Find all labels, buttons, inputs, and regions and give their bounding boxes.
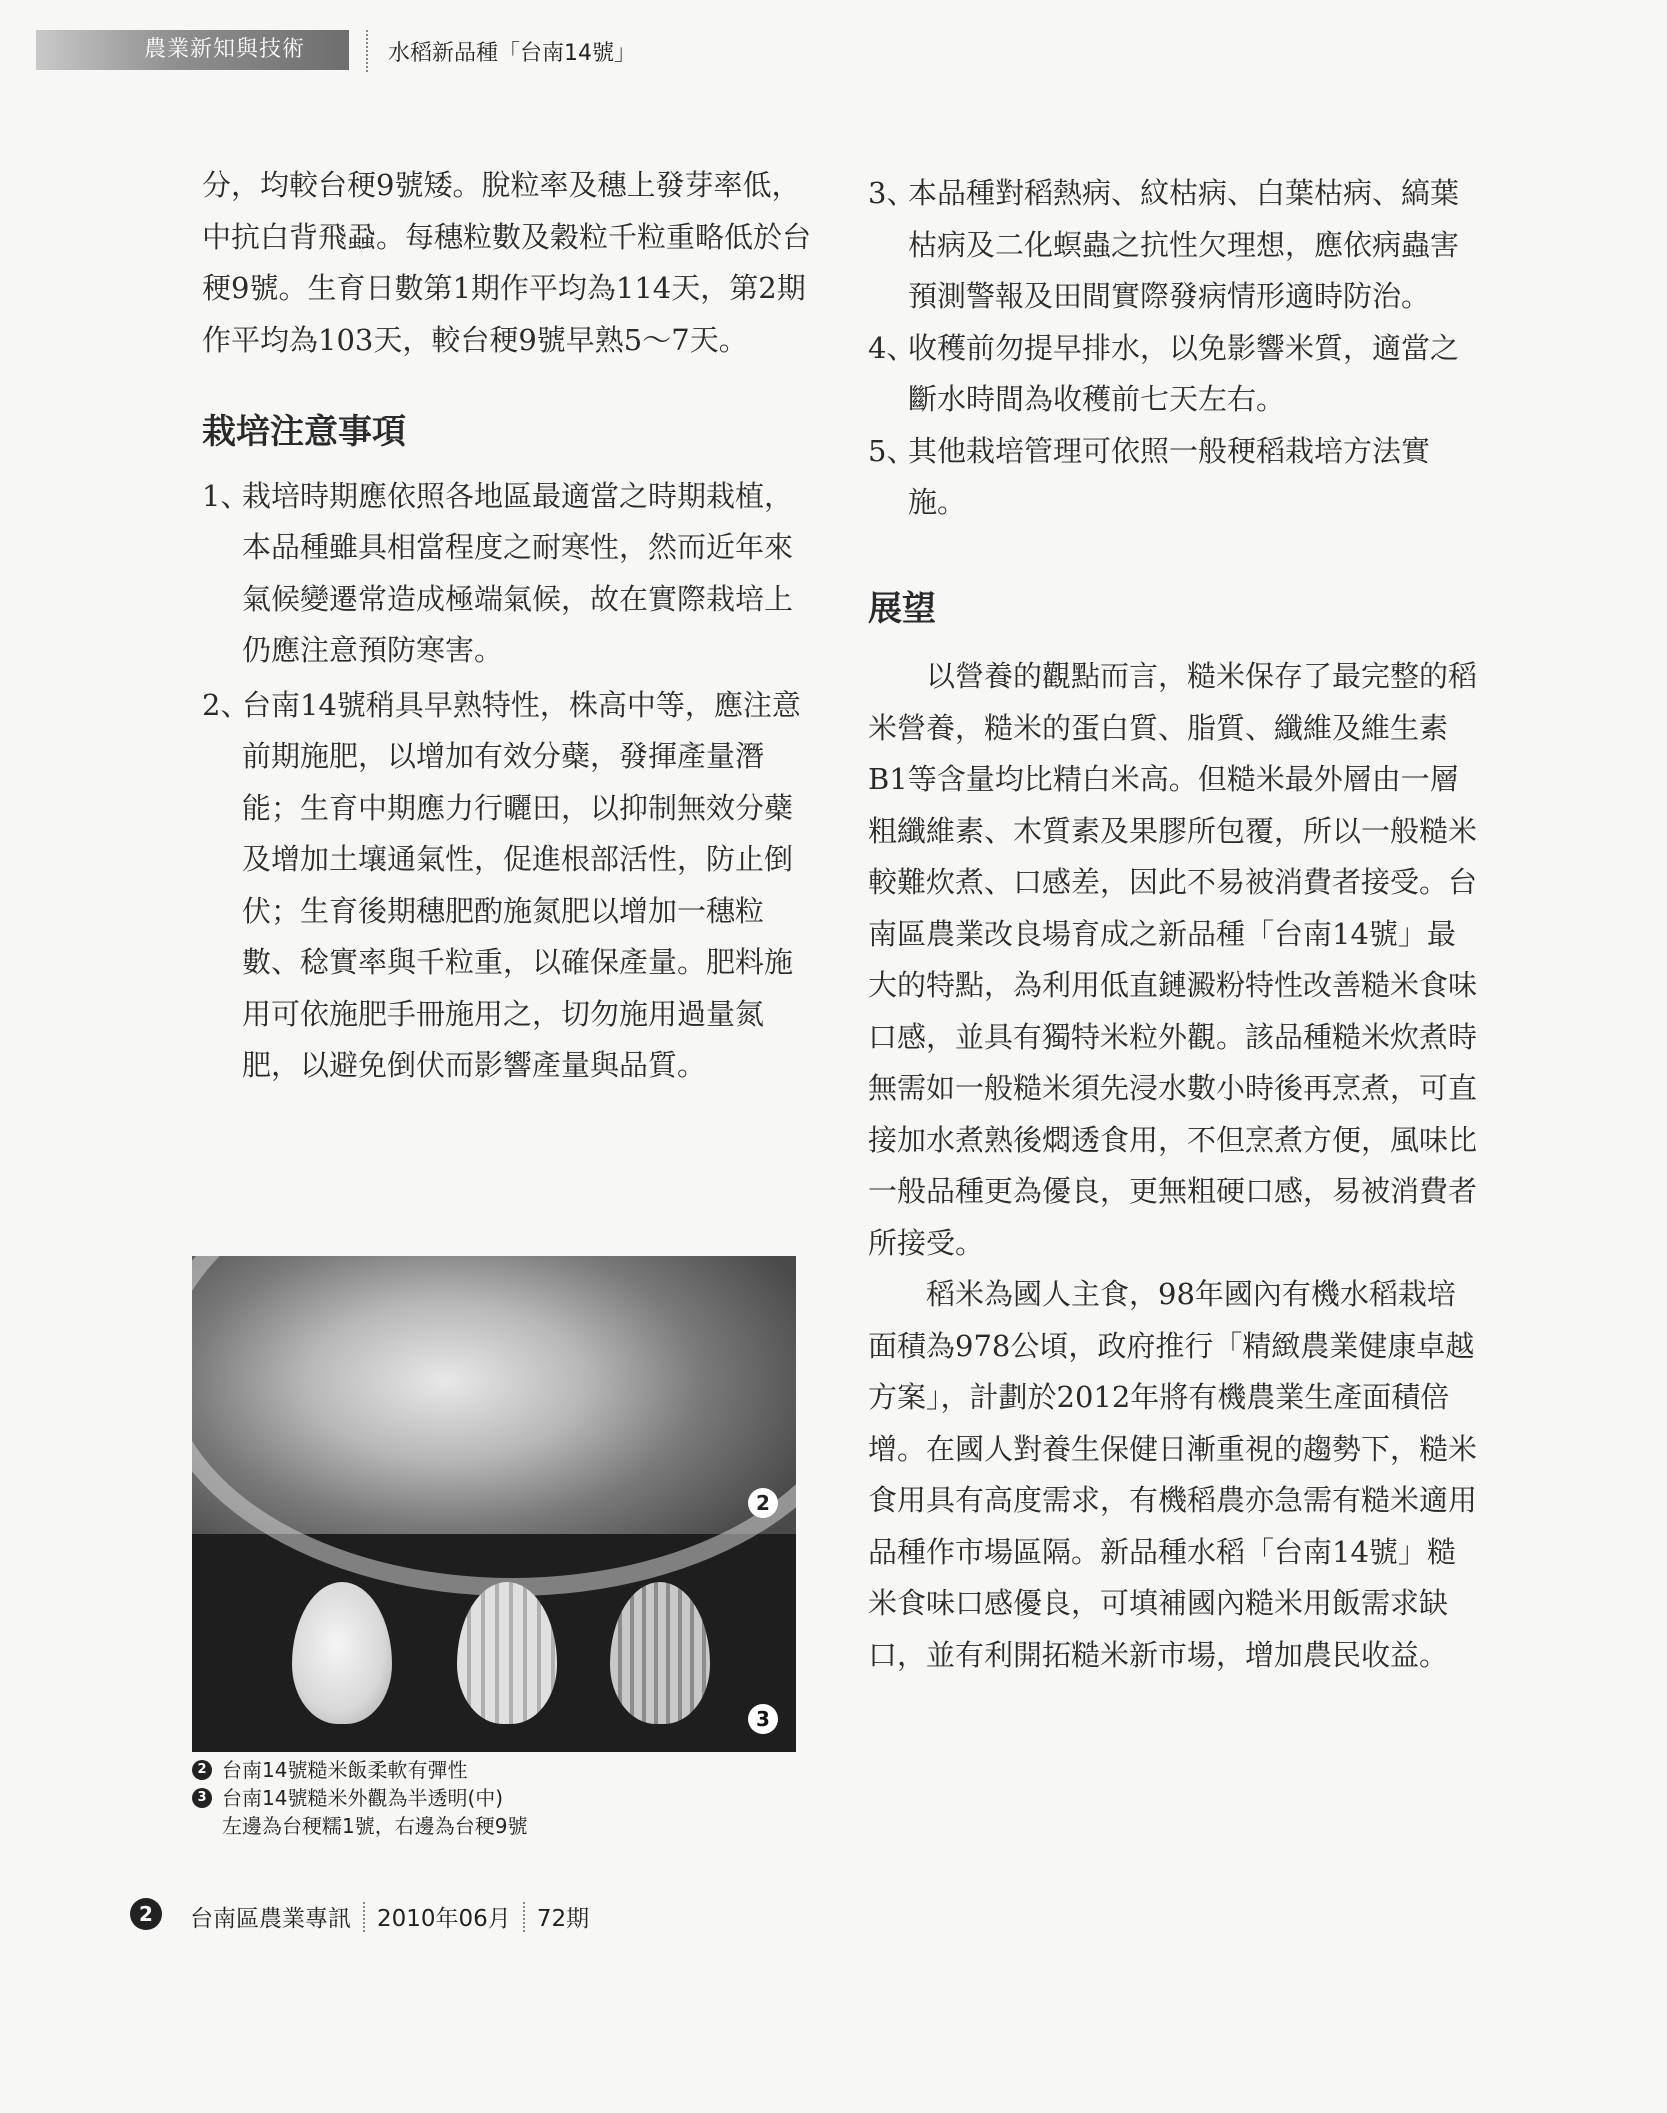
left-column <box>202 160 814 1092</box>
list-text: 其他栽培管理可依照一般稉稻栽培方法實施。 <box>908 433 1431 519</box>
photo-badge-3: 3 <box>748 1704 778 1734</box>
outlook-paragraph: 以營養的觀點而言，糙米保存了最完整的稻米營養，糙米的蛋白質、脂質、纖維及維生素B1等含量均比精白米高。但糙米最外層由一層粗纖維素、木質素及果膠所包覆，所以一般糙米較難炊煮、口感差，因此不易被消費者接受。台南區農業改良場育成之新品種「台南14號」最大的特點，為利用低直鏈澱粉特性改善糙米食味口感，並具有獨特米粒外觀。該品種糙米炊煮時無需如一般糙米須先浸水數小時後再烹煮，可直接加水煮熟後燜透食用，不但烹煮方便，風味比一般品種更為優良，更無粗硬口感，易被消費者所接受。 <box>868 659 1478 1260</box>
rice-grain-taikeng9 <box>610 1582 710 1724</box>
list-item <box>868 426 1480 529</box>
list-item <box>868 323 1480 426</box>
caption-text: 左邊為台稉糯1號，右邊為台稉9號 <box>222 1814 528 1838</box>
rice-photo <box>192 1256 796 1752</box>
list-text: 本品種對稻熱病、紋枯病、白葉枯病、縞葉枯病及二化螟蟲之抗性欠理想，應依病蟲害預測警報及田間實際發病情形適時防治。 <box>908 176 1460 313</box>
intro-paragraph: 分，均較台稉9號矮。脫粒率及穗上發芽率低，中抗白背飛蝨。每穗粒數及穀粒千粒重略低於台稉9號。生育日數第1期作平均為114天，第2期作平均為103天，較台稉9號早熟5～7天。 <box>202 168 812 357</box>
list-item <box>868 168 1480 323</box>
outlook-paragraph: 稻米為國人主食，98年國內有機水稻栽培面積為978公頃，政府推行「精緻農業健康卓越方案」，計劃於2012年將有機農業生產面積倍增。在國人對養生保健日漸重視的趨勢下，糙米食用具有高度需求，有機稻農亦急需有糙米適用品種作市場區隔。新品種水稻「台南14號」糙米食味口感優良，可填補國內糙米用飯需求缺口，並有利開拓糙米新市場，增加農民收益。 <box>868 1277 1478 1672</box>
list-number: 1、 <box>202 478 250 513</box>
outlook-heading: 展望 <box>868 588 936 629</box>
list-number: 5、 <box>868 433 916 468</box>
caption-mark: 2 <box>192 1760 212 1780</box>
cultivation-heading: 栽培注意事項 <box>202 412 406 452</box>
caption-text: 台南14號糙米飯柔軟有彈性 <box>222 1758 468 1782</box>
header-divider <box>366 30 370 72</box>
publication-name: 台南區農業專訊 <box>190 1906 351 1932</box>
caption-line <box>192 1784 812 1812</box>
caption-line <box>192 1756 812 1784</box>
rice-grain-glutinous <box>292 1582 392 1724</box>
issue-number: 72期 <box>536 1906 590 1932</box>
photo-badge-2: 2 <box>748 1488 778 1518</box>
page-number: 2 <box>130 1898 162 1930</box>
caption-line <box>192 1812 812 1840</box>
cooked-rice-photo <box>192 1256 796 1534</box>
section-tab: 農業新知與技術 <box>36 30 349 70</box>
caption-text: 台南14號糙米外觀為半透明(中) <box>222 1786 504 1810</box>
footer <box>190 1900 589 1933</box>
bowl-rim <box>192 1256 796 1596</box>
list-item <box>202 471 814 677</box>
list-text: 台南14號稍具早熟特性，株高中等，應注意前期施肥，以增加有效分蘗，發揮產量潛能；生育中期應力行曬田，以抑制無效分蘗及增加土壤通氣性，促進根部活性，防止倒伏；生育後期穗肥酌施氮肥以增加一穗粒數、稔實率與千粒重，以確保產量。肥料施用可依施肥手冊施用之，切勿施用過量氮肥，以避免倒伏而影響產量與品質。 <box>242 687 801 1083</box>
caption-mark: 3 <box>192 1788 212 1808</box>
list-number: 4、 <box>868 330 916 365</box>
article-title: 水稻新品種「台南14號」 <box>388 41 636 66</box>
footer-divider <box>363 1902 365 1932</box>
list-number: 2、 <box>202 687 250 722</box>
list-item <box>202 680 814 1092</box>
footer-divider <box>523 1902 525 1932</box>
list-text: 收穫前勿提早排水，以免影響米質，適當之斷水時間為收穫前七天左右。 <box>908 330 1460 416</box>
rice-grain-tainan14 <box>457 1582 557 1724</box>
right-column <box>868 168 1480 1681</box>
list-number: 3、 <box>868 176 916 210</box>
list-text: 栽培時期應依照各地區最適當之時期栽植，本品種雖具相當程度之耐寒性，然而近年來氣候變遷常造成極端氣候，故在實際栽培上仍應注意預防寒害。 <box>242 478 794 668</box>
photo-captions <box>192 1756 812 1840</box>
issue-date: 2010年06月 <box>377 1906 511 1932</box>
